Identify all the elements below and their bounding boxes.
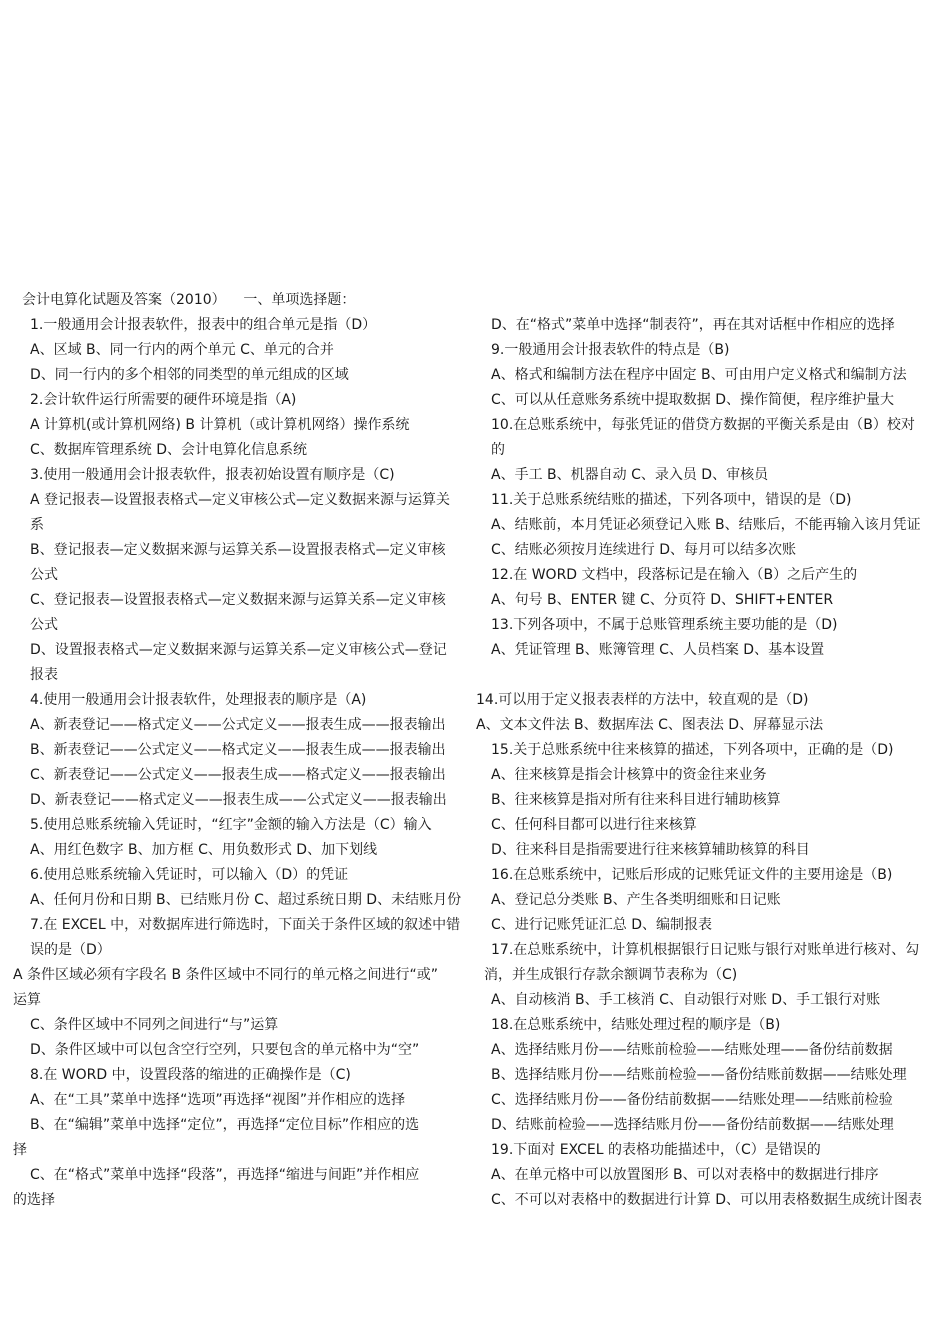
document-title: 会计电算化试题及答案（2010） 一、单项选择题： — [22, 292, 356, 308]
left-column-line: D、同一行内的多个相邻的同类型的单元组成的区域 — [30, 367, 349, 383]
left-column-line: C、数据库管理系统 D、会计电算化信息系统 — [30, 442, 308, 458]
right-column-line: D、在“格式”菜单中选择“制表符”，再在其对话框中作相应的选择 — [491, 317, 895, 333]
left-column-line: 择 — [13, 1142, 27, 1158]
left-column-line: D、新表登记——格式定义——报表生成——公式定义——报表输出 — [30, 792, 447, 808]
left-column-line: C、新表登记——公式定义——报表生成——格式定义——报表输出 — [30, 767, 446, 783]
right-column-line: 19.下面对 EXCEL 的表格功能描述中，（C）是错误的 — [491, 1142, 821, 1158]
left-column-line: C、登记报表—设置报表格式—定义数据来源与运算关系—定义审核 — [30, 592, 446, 608]
right-column-line: 16.在总账系统中，记账后形成的记账凭证文件的主要用途是（B) — [491, 867, 893, 883]
left-column-line: 报表 — [30, 667, 58, 683]
right-column-line: A、登记总分类账 B、产生各类明细账和日记账 — [491, 892, 781, 908]
right-column-line: 的 — [491, 442, 505, 458]
right-column-line: 15.关于总账系统中往来核算的描述，下列各项中，正确的是（D) — [491, 742, 894, 758]
right-column-line: 10.在总账系统中，每张凭证的借贷方数据的平衡关系是由（B）校对 — [491, 417, 915, 433]
right-column-line: C、可以从任意账务系统中提取数据 D、操作简便，程序维护量大 — [491, 392, 895, 408]
right-column — [476, 313, 938, 1213]
right-column-line: 12.在 WORD 文档中，段落标记是在输入（B）之后产生的 — [491, 567, 858, 583]
right-column-line: D、往来科目是指需要进行往来核算辅助核算的科目 — [491, 842, 810, 858]
right-column-line: C、选择结账月份——备份结前数据——结账处理——结账前检验 — [491, 1092, 893, 1108]
right-column-line: C、进行记账凭证汇总 D、编制报表 — [491, 917, 713, 933]
left-column-line: 运算 — [13, 992, 41, 1008]
left-column-line: 的选择 — [13, 1192, 55, 1208]
right-column-line: A、自动核消 B、手工核消 C、自动银行对账 D、手工银行对账 — [491, 992, 881, 1008]
left-column-line: C、在“格式”菜单中选择“段落”，再选择“缩进与间距”并作相应 — [30, 1167, 420, 1183]
left-column-line: A 条件区域必须有字段名 B 条件区域中不同行的单元格之间进行“或” — [13, 967, 439, 983]
right-column-line: A、手工 B、机器自动 C、录入员 D、审核员 — [491, 467, 769, 483]
left-column-line: A 计算机(或计算机网络) B 计算机（或计算机网络）操作系统 — [30, 417, 410, 433]
right-column-line: A、结账前，本月凭证必须登记入账 B、结账后，不能再输入该月凭证 — [491, 517, 921, 533]
left-column-line: B、在“编辑”菜单中选择“定位”，再选择“定位目标”作相应的选 — [30, 1117, 420, 1133]
left-column-line: 误的是（D） — [30, 942, 111, 958]
left-column-line: A、区域 B、同一行内的两个单元 C、单元的合并 — [30, 342, 334, 358]
right-column-line: C、不可以对表格中的数据进行计算 D、可以用表格数据生成统计图表 — [491, 1192, 923, 1208]
left-column-line: 公式 — [30, 617, 58, 633]
right-column-line: A、句号 B、ENTER 键 C、分页符 D、SHIFT+ENTER — [491, 592, 834, 608]
right-column-line: 消，并生成银行存款余额调节表称为（C) — [484, 967, 738, 983]
left-column — [13, 313, 473, 1213]
right-column-line: A、选择结账月份——结账前检验——结账处理——备份结前数据 — [491, 1042, 893, 1058]
left-column-line: A 登记报表—设置报表格式—定义审核公式—定义数据来源与运算关 — [30, 492, 451, 508]
right-column-line — [476, 663, 938, 688]
right-column-line: B、选择结账月份——结账前检验——备份结账前数据——结账处理 — [491, 1067, 907, 1083]
left-column-line: A、用红色数字 B、加方框 C、用负数形式 D、加下划线 — [30, 842, 378, 858]
left-column-line: 8.在 WORD 中，设置段落的缩进的正确操作是（C) — [30, 1067, 351, 1083]
right-column-line: C、任何科目都可以进行往来核算 — [491, 817, 697, 833]
right-column-line: D、结账前检验——选择结账月份——备份结前数据——结账处理 — [491, 1117, 894, 1133]
left-column-line: 2.会计软件运行所需要的硬件环境是指（A) — [30, 392, 297, 408]
right-column-line: A、凭证管理 B、账簿管理 C、人员档案 D、基本设置 — [491, 642, 825, 658]
right-column-line: A、文本文件法 B、数据库法 C、图表法 D、屏幕显示法 — [476, 717, 824, 733]
right-column-line: 18.在总账系统中，结账处理过程的顺序是（B) — [491, 1017, 781, 1033]
left-column-line: D、设置报表格式—定义数据来源与运算关系—定义审核公式—登记 — [30, 642, 447, 658]
right-column-line: 17.在总账系统中，计算机根据银行日记账与银行对账单进行核对、勾 — [491, 942, 920, 958]
left-column-line: 系 — [30, 517, 44, 533]
right-column-line: A、往来核算是指会计核算中的资金往来业务 — [491, 767, 767, 783]
right-column-line: 13.下列各项中，不属于总账管理系统主要功能的是（D) — [491, 617, 838, 633]
left-column-line: A、任何月份和日期 B、已结账月份 C、超过系统日期 D、未结账月份 — [30, 892, 462, 908]
left-column-line: 1.一般通用会计报表软件，报表中的组合单元是指（D） — [30, 317, 377, 333]
left-column-line: D、条件区域中可以包含空行空列，只要包含的单元格中为“空” — [30, 1042, 420, 1058]
right-column-line: C、结账必须按月连续进行 D、每月可以结多次账 — [491, 542, 797, 558]
left-column-line: A、在“工具”菜单中选择“选项”再选择“视图”并作相应的选择 — [30, 1092, 406, 1108]
left-column-line: 公式 — [30, 567, 58, 583]
right-column-line: 11.关于总账系统结账的描述，下列各项中，错误的是（D) — [491, 492, 852, 508]
left-column-line: 5.使用总账系统输入凭证时，“红字”金额的输入方法是（C）输入 — [30, 817, 432, 833]
left-column-line: B、新表登记——公式定义——格式定义——报表生成——报表输出 — [30, 742, 446, 758]
left-column-line: C、条件区域中不同列之间进行“与”运算 — [30, 1017, 279, 1033]
left-column-line: 7.在 EXCEL 中，对数据库进行筛选时，下面关于条件区域的叙述中错 — [30, 917, 461, 933]
right-column-line: A、格式和编制方法在程序中固定 B、可由用户定义格式和编制方法 — [491, 367, 907, 383]
right-column-line: 14.可以用于定义报表表样的方法中，较直观的是（D) — [476, 692, 809, 708]
left-column-line: B、登记报表—定义数据来源与运算关系—设置报表格式—定义审核 — [30, 542, 446, 558]
left-column-line: 3.使用一般通用会计报表软件，报表初始设置有顺序是（C) — [30, 467, 395, 483]
right-column-line: 9.一般通用会计报表软件的特点是（B) — [491, 342, 730, 358]
left-column-line: 4.使用一般通用会计报表软件，处理报表的顺序是（A) — [30, 692, 367, 708]
left-column-line: A、新表登记——格式定义——公式定义——报表生成——报表输出 — [30, 717, 446, 733]
left-column-line: 6.使用总账系统输入凭证时，可以输入（D）的凭证 — [30, 867, 349, 883]
right-column-line: A、在单元格中可以放置图形 B、可以对表格中的数据进行排序 — [491, 1167, 879, 1183]
right-column-line: B、往来核算是指对所有往来科目进行辅助核算 — [491, 792, 781, 808]
